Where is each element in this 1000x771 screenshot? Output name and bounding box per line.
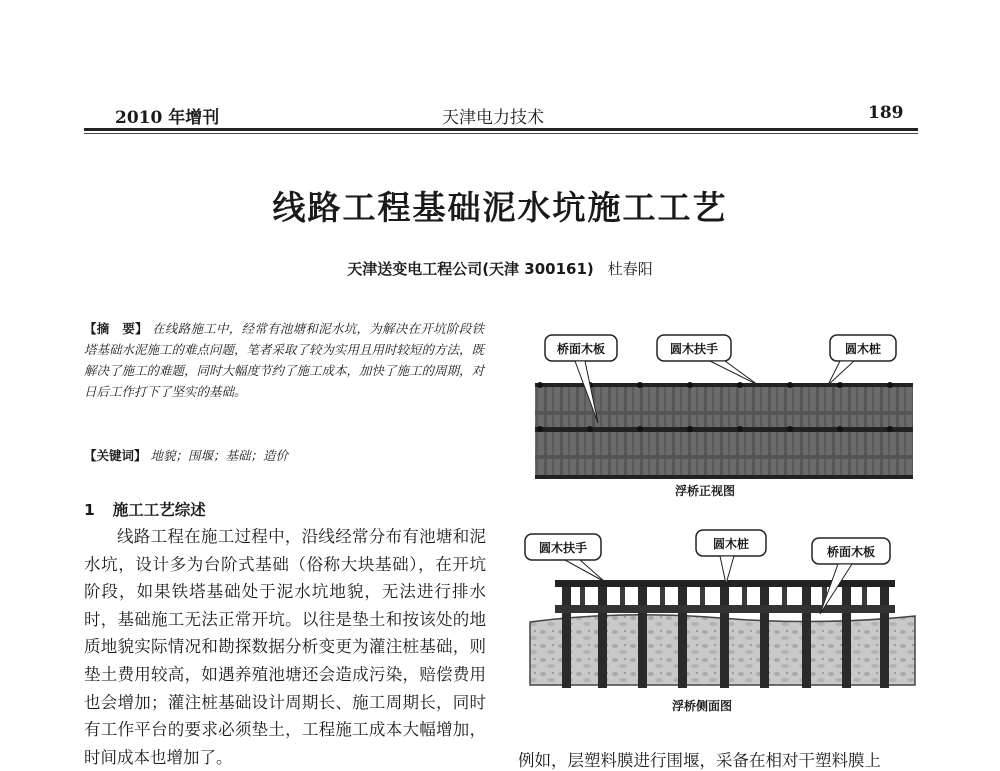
right-column-text: 例如，层塑料膜进行围堰，采备在相对干塑料膜上 [518,751,881,770]
svg-text:桥面木板: 桥面木板 [826,545,876,559]
figure-front-view [530,325,920,485]
svg-text:桥面木板: 桥面木板 [556,342,606,356]
section-title: 施工工艺综述 [112,501,206,519]
figure-caption-side: 浮桥侧面图 [672,699,733,713]
section-heading [84,498,206,520]
header-rule-thin [84,133,918,134]
author-line [0,258,1000,279]
svg-text:圆木扶手: 圆木扶手 [669,342,719,356]
affiliation: 天津送变电工程公司(天津 300161) [347,260,594,278]
deck-beam [555,605,895,613]
abstract-label: 【摘 要】 [84,321,148,336]
section-body: 线路工程在施工过程中，沿线经常分布有池塘和泥水坑，设计多为台阶式基础（俗称大块基础），在开坑阶段，如果铁塔基础处于泥水坑地貌，无法进行排水时，基础施工无法正常开坑。以往是垫土和按该处的地质地貌实际情况和勘探数据分析变更为灌注桩基础，则垫土费用较高，如遇养殖池塘还会造成污染，赔偿费用也会增加；灌注桩基础设计周期长、施工周期长，同时有工作平台的要求必须垫土，工程施工成本大幅增加，时间成本也增加了。 [84,527,486,767]
keywords-label: 【关键词】 [84,448,147,463]
page-number: 189 [868,103,904,123]
figure-caption-front: 浮桥正视图 [675,484,736,498]
svg-text:圆木桩: 圆木桩 [712,537,750,551]
callout-log-pile-side [696,530,766,584]
svg-text:圆木扶手: 圆木扶手 [538,541,588,555]
journal-name: 天津电力技术 [442,108,544,128]
section-number: 1 [84,501,95,519]
author-name: 杜春阳 [607,260,653,278]
keywords-text: 地貌；围堰；基础；造价 [150,448,289,463]
keywords [84,446,484,464]
paper-title: 线路工程基础泥水坑施工工艺 [272,188,728,227]
callout-handrail [657,335,758,385]
deck-lower [535,431,913,477]
journal-issue: 2010 年增刊 [115,108,220,128]
callout-log-pile [828,335,896,385]
abstract-text: 在线路施工中，经常有池塘和泥水坑，为解决在开坑阶段铁塔基础水泥施工的难点问题，笔者采取了较为实用且用时较短的方法，既解决了施工的难题，同时大幅度节约了施工成本，加快了施工的周期，对日后工作打下了坚实的基础。 [84,321,485,399]
header-rule [84,128,918,131]
callout-handrail-side [525,534,605,582]
abstract [84,318,484,402]
figure-side-view [520,530,920,695]
svg-text:圆木桩: 圆木桩 [844,342,882,356]
